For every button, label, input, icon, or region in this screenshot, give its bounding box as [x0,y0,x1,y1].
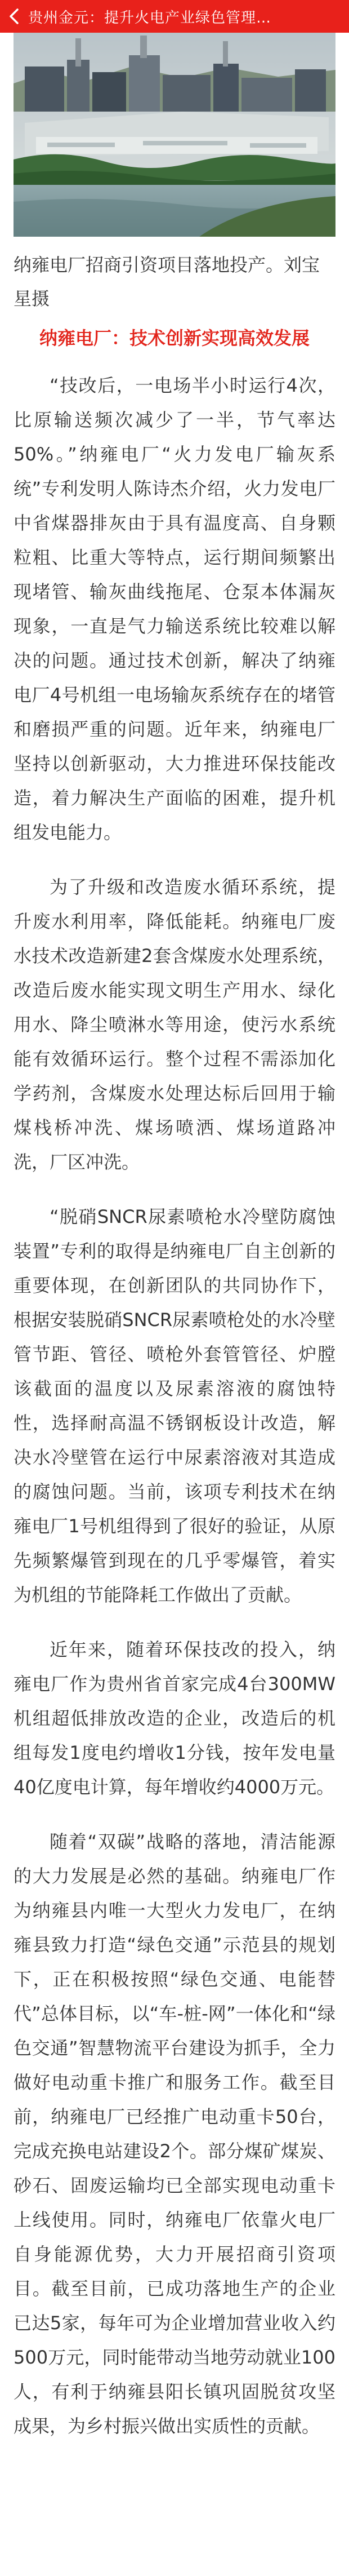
paragraph-5: 随着“双碳”战略的落地，清洁能源的大力发展是必然的基础。纳雍电厂作为纳雍县内唯一大型火力发电厂，在纳雍县致力打造“绿色交通”示范县的规划下，正在积极按照“绿色交通、电能替代”总体目标，以“车-桩-网”一体化和“绿色交通”智慧物流平台建设为抓手，全力做好电动重卡推广和服务工作。截至目前，纳雍电厂已经推广电动重卡50台，完成充换电站建设2个。部分煤矿煤炭、砂石、固废运输均已全部实现电动重卡上线使用。同时，纳雍电厂依靠火电厂自身能源优势，大力开展招商引资项目。截至目前，已成功落地生产的企业已达5家，每年可为企业增加营业收入约500万元，同时能带动当地劳动就业100人，有利于纳雍县阳长镇巩固脱贫攻坚成果，为乡村振兴做出实质性的贡献。 [14,1831,335,2437]
paragraph-3: “脱硝SNCR尿素喷枪水冷壁防腐蚀装置”专利的取得是纳雍电厂自主创新的重要体现，在创新团队的共同协作下，根据安装脱硝SNCR尿素喷枪处的水冷壁管节距、管径、喷枪外套管管径、炉膛该截面的温度以及尿素溶液的腐蚀特性，选择耐高温不锈钢板设计改造，解决水冷壁管在运行中尿素溶液对其造成的腐蚀问题。当前，该项专利技术在纳雍电厂1号机组得到了很好的验证，从原先频繁爆管到现在的几乎零爆管，着实为机组的节能降耗工作做出了贡献。 [14,1206,335,1606]
section-heading: 纳雍电厂：技术创新实现高效发展 [39,327,310,349]
power-plant-photo [14,33,335,237]
page-title: 贵州金元：提升火电产业绿色管理… [28,9,272,26]
top-nav-bar [0,0,349,33]
back-button[interactable] [0,0,28,33]
article-body [14,248,335,2444]
paragraph-1: “技改后，一电场半小时运行4次，比原输送频次减少了一半，节气率达50%。”纳雍电厂“火力发电厂输灰系统”专利发明人陈诗杰介绍，火力发电厂中省煤器排灰由于具有温度高、自身颗粒粗、比重大等特点，运行期间频繁出现堵管、输灰曲线拖尾、仓泵本体漏灰现象，一直是气力输送系统比较难以解决的问题。通过技术创新，解决了纳雍电厂4号机组一电场输灰系统存在的堵管和磨损严重的问题。近年来，纳雍电厂坚持以创新驱动，大力推进环保技能改造，着力解决生产面临的困难，提升机组发电能力。 [14,375,335,843]
paragraph-2: 为了升级和改造废水循环系统，提升废水利用率，降低能耗。纳雍电厂废水技术改造新建2套含煤废水处理系统，改造后废水能实现文明生产用水、绿化用水、降尘喷淋水等用途，使污水系统能有效循环运行。整个过程不需添加化学药剂，含煤废水处理达标后回用于输煤栈桥冲洗、煤场喷洒、煤场道路冲洗，厂区冲洗。 [14,876,335,1173]
power-plant-image [14,33,335,237]
paragraph-4: 近年来，随着环保技改的投入，纳雍电厂作为贵州省首家完成4台300MW机组超低排放改造的企业，改造后的机组每发1度电约增收1分钱，按年发电量40亿度电计算，每年增收约4000万元。 [14,1639,335,1798]
photo-caption: 纳雍电厂招商引资项目落地投产。刘宝星摄 [14,254,320,309]
chevron-left-icon [8,8,20,25]
